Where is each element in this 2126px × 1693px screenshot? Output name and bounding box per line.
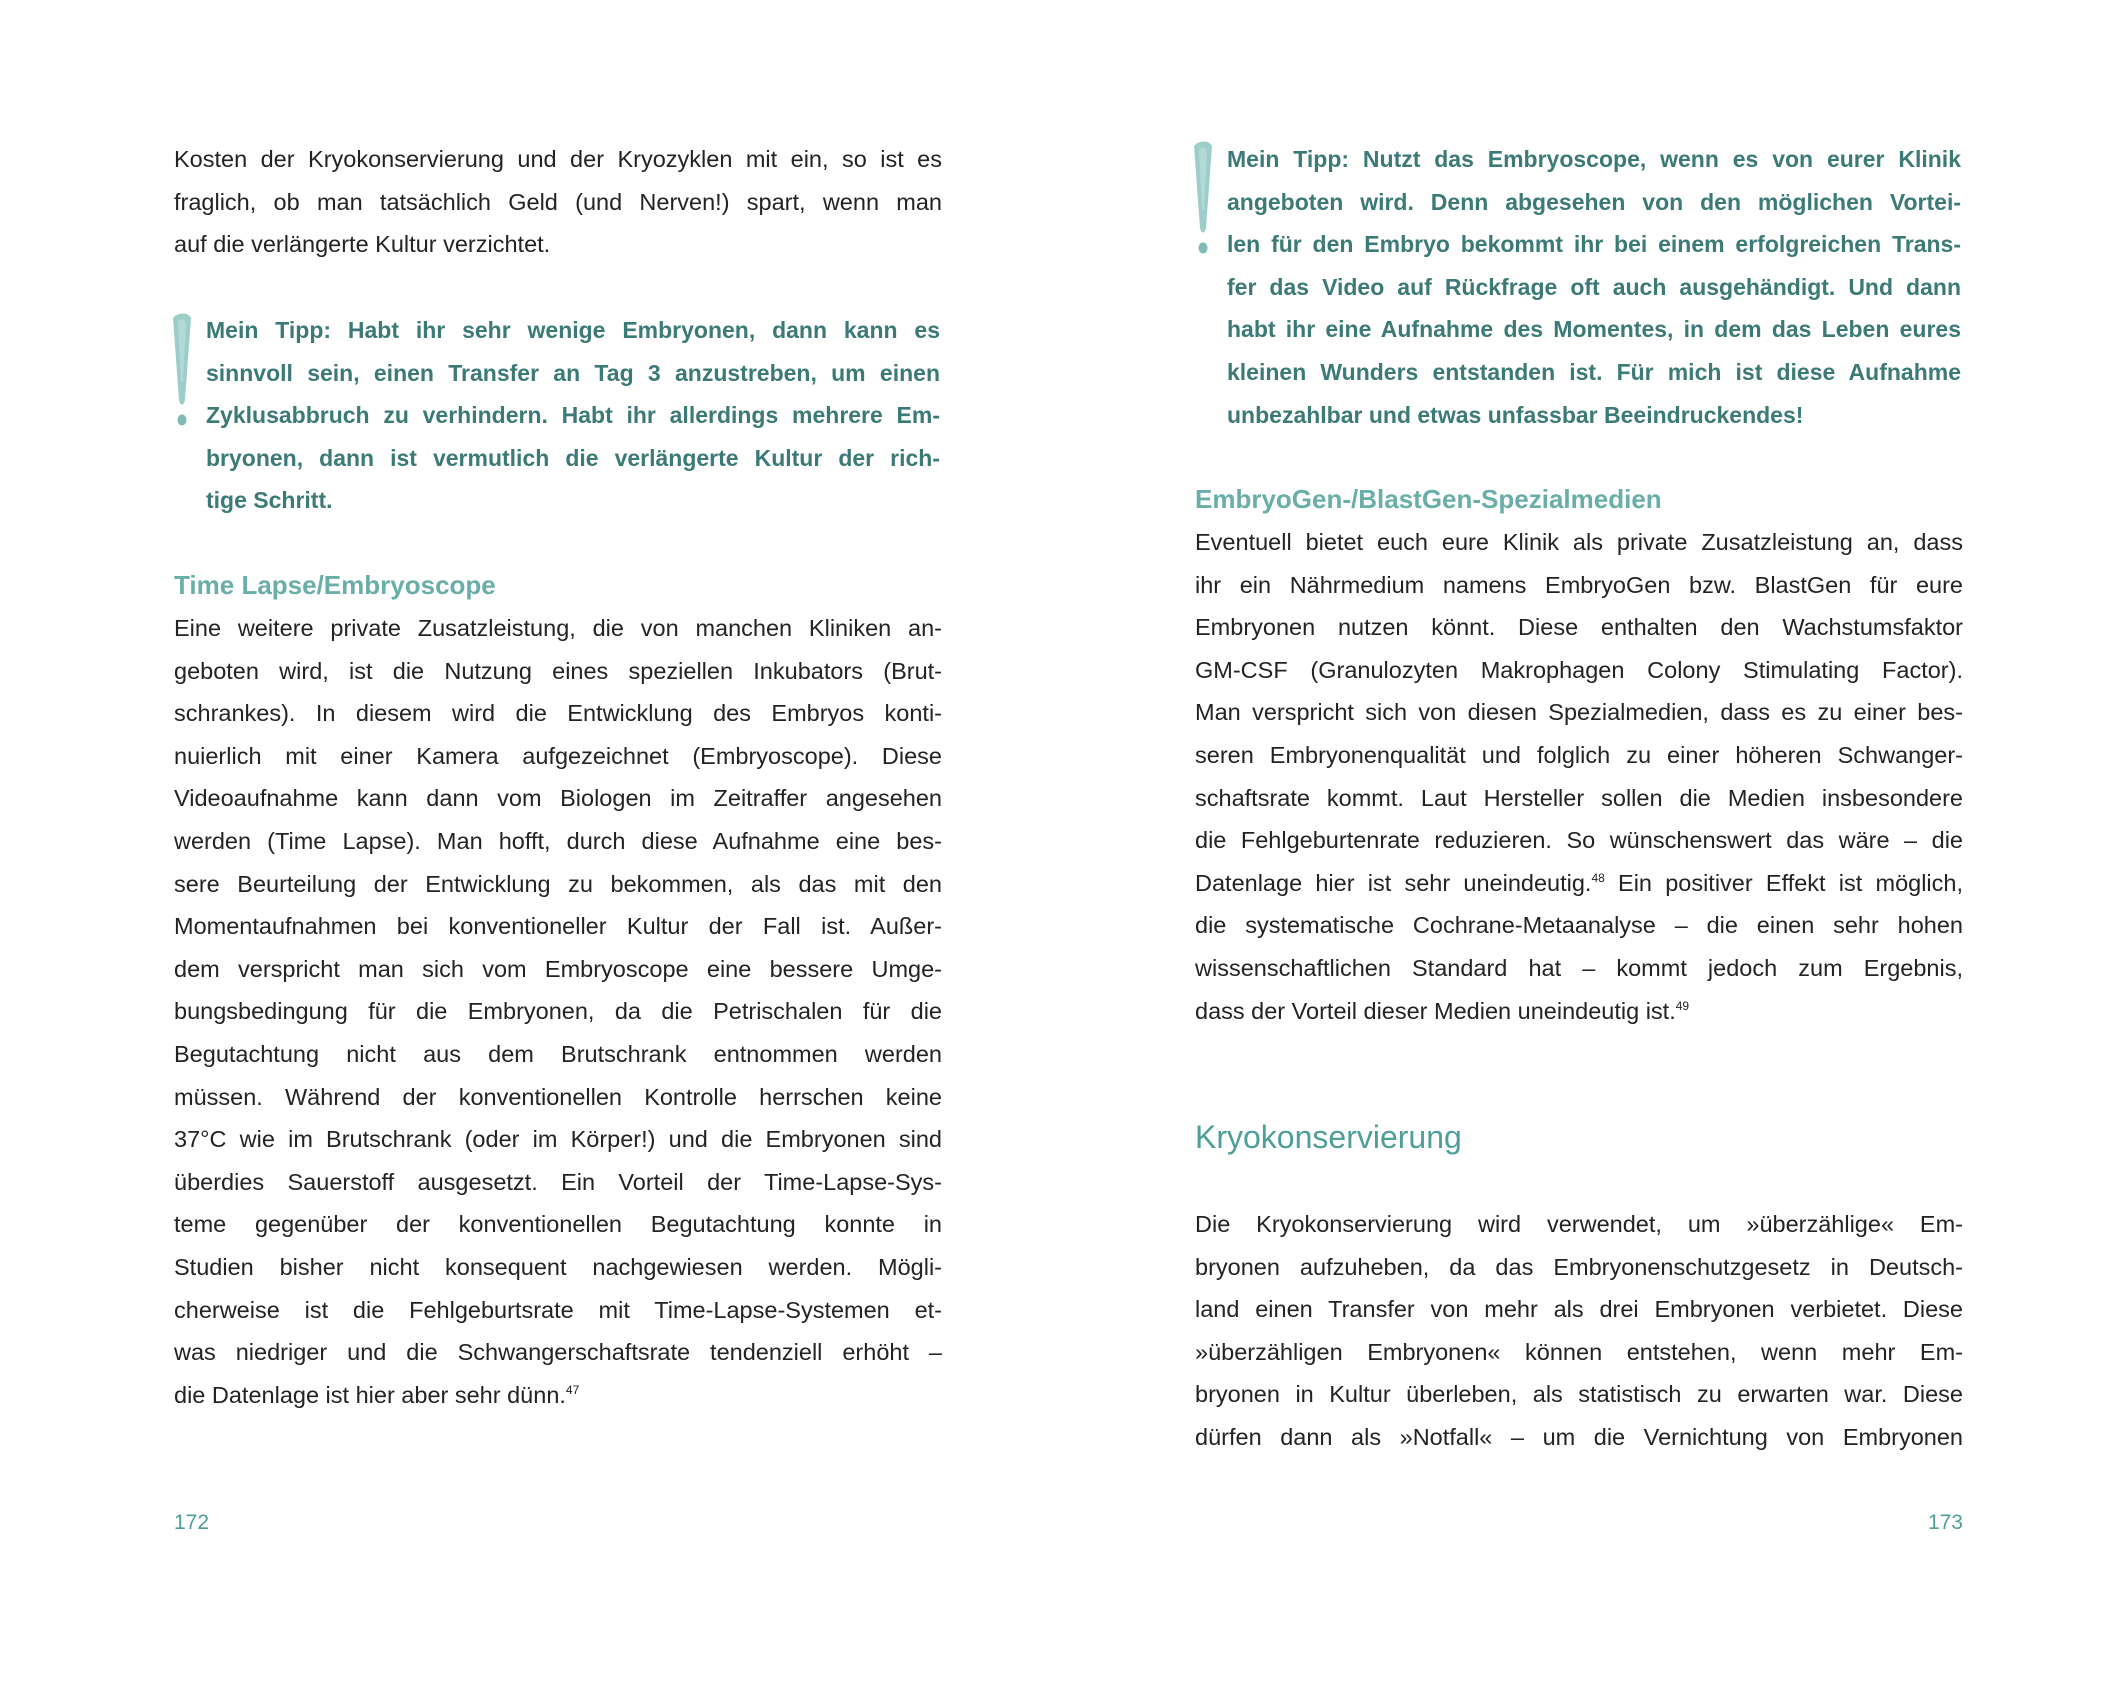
kryokonservierung-paragraph <box>1195 1203 1963 1459</box>
text-line: fer das Video auf Rückfrage oft auch ausgehändigt. Und dann <box>1227 273 1961 300</box>
time-lapse-paragraph <box>174 607 942 1416</box>
text-line: seren Embryonenqualität und folglich zu einer höheren Schwanger- <box>1195 741 1963 768</box>
text-line: dürfen dann als »Notfall« – um die Vernichtung von Embryonen <box>1195 1423 1963 1450</box>
footnote-reference[interactable]: 47 <box>565 1382 580 1397</box>
text-line: bryonen, dann ist vermutlich die verlängerte Kultur der rich- <box>206 444 940 471</box>
text-line: dem verspricht man sich vom Embryoscope eine bessere Umge- <box>174 955 942 982</box>
text-line: werden (Time Lapse). Man hofft, durch diese Aufnahme eine bes- <box>174 827 942 854</box>
text-segment: Datenlage hier ist sehr uneindeutig. <box>1195 869 1592 896</box>
text-segment: dass der Vorteil dieser Medien uneindeutig ist. <box>1195 997 1676 1024</box>
text-line: Momentaufnahmen bei konventioneller Kultur der Fall ist. Außer- <box>174 913 942 940</box>
text-line: schrankes). In diesem wird die Entwicklung des Embryos konti- <box>174 700 942 727</box>
text-line: was niedriger und die Schwangerschaftsrate tendenziell erhöht – <box>174 1339 942 1366</box>
text-line <box>1195 862 1963 905</box>
text-line <box>174 1374 942 1417</box>
text-line: Begutachtung nicht aus dem Brutschrank entnommen werden <box>174 1040 942 1067</box>
exclamation-icon <box>1191 140 1215 260</box>
text-line: land einen Transfer von mehr als drei Embryonen verbietet. Diese <box>1195 1296 1963 1323</box>
page-number-right: 173 <box>1927 1511 1963 1534</box>
text-line: bryonen aufzuheben, da das Embryonenschutzgesetz in Deutsch- <box>1195 1253 1963 1280</box>
text-line: Die Kryokonservierung wird verwendet, um »überzählige« Em- <box>1195 1211 1963 1237</box>
text-line: GM-CSF (Granulozyten Makrophagen Colony Stimulating Factor). <box>1195 656 1963 683</box>
text-line: wissenschaftlichen Standard hat – kommt jedoch zum Ergebnis, <box>1195 954 1963 981</box>
text-line <box>1195 990 1963 1033</box>
text-line: Studien bisher nicht konsequent nachgewiesen werden. Mögli- <box>174 1253 942 1280</box>
text-line: teme gegenüber der konventionellen Begutachtung konnte in <box>174 1211 942 1238</box>
text-line: tige Schritt. <box>206 487 333 514</box>
text-line: angeboten wird. Denn abgesehen von den möglichen Vortei- <box>1227 188 1961 215</box>
text-line: schaftsrate kommt. Laut Hersteller sollen die Medien insbesondere <box>1195 784 1963 811</box>
tip-box-right <box>1227 138 1961 436</box>
text-line: Eine weitere private Zusatzleistung, die von manchen Kliniken an- <box>174 615 942 641</box>
embryogen-paragraph <box>1195 521 1963 1032</box>
text-line: Mein Tipp: Nutzt das Embryoscope, wenn es von eurer Klinik <box>1227 146 1961 172</box>
text-line: sinnvoll sein, einen Transfer an Tag 3 anzustreben, um einen <box>206 359 940 386</box>
text-line: »überzähligen Embryonen« können entstehen, wenn mehr Em- <box>1195 1338 1963 1365</box>
exclamation-icon <box>170 312 194 432</box>
text-line: len für den Embryo bekommt ihr bei einem erfolgreichen Trans- <box>1227 231 1961 258</box>
text-line: cherweise ist die Fehlgeburtsrate mit Time-Lapse-Systemen et- <box>174 1296 942 1323</box>
text-line: überdies Sauerstoff ausgesetzt. Ein Vorteil der Time-Lapse-Sys- <box>174 1168 942 1195</box>
text-line: bungsbedingung für die Embryonen, da die Petrischalen für die <box>174 998 942 1025</box>
text-line: die Fehlgeburtenrate reduzieren. So wünschenswert das wäre – die <box>1195 827 1963 854</box>
text-line: sere Beurteilung der Entwicklung zu bekommen, als das mit den <box>174 870 942 897</box>
text-line: ihr ein Nährmedium namens EmbryoGen bzw. BlastGen für eure <box>1195 571 1963 598</box>
footnote-reference[interactable]: 49 <box>1675 998 1690 1013</box>
text-segment: Ein positiver Effekt ist möglich, <box>1604 869 1964 896</box>
text-line: kleinen Wunders entstanden ist. Für mich ist diese Aufnahme <box>1227 358 1961 385</box>
text-line: müssen. Während der konventionellen Kontrolle herrschen keine <box>174 1083 942 1110</box>
text-line: Kosten der Kryokonservierung und der Kryozyklen mit ein, so ist es <box>174 146 942 172</box>
text-line: Eventuell bietet euch eure Klinik als private Zusatzleistung an, dass <box>1195 529 1963 555</box>
text-line: 37°C wie im Brutschrank (oder im Körper!) und die Embryonen sind <box>174 1126 942 1153</box>
chapter-heading-kryokonservierung: Kryokonservierung <box>1195 1119 1462 1155</box>
text-line: Embryonen nutzen könnt. Diese enthalten den Wachstumsfaktor <box>1195 614 1963 641</box>
text-line: bryonen in Kultur überleben, als statistisch zu erwarten war. Diese <box>1195 1381 1963 1408</box>
section-heading-embryogen: EmbryoGen-/BlastGen-Spezialmedien <box>1195 484 1662 514</box>
page-number-left: 172 <box>174 1511 210 1534</box>
text-line: geboten wird, ist die Nutzung eines speziellen Inkubators (Brut- <box>174 657 942 684</box>
section-heading-time-lapse: Time Lapse/Embryoscope <box>174 570 496 600</box>
footnote-reference[interactable]: 48 <box>1591 870 1605 885</box>
text-line: habt ihr eine Aufnahme des Momentes, in dem das Leben eures <box>1227 316 1961 343</box>
tip-box-left <box>206 309 940 522</box>
intro-paragraph <box>174 138 942 266</box>
text-line: Mein Tipp: Habt ihr sehr wenige Embryonen, dann kann es <box>206 317 940 343</box>
text-line: unbezahlbar und etwas unfassbar Beeindruckendes! <box>1227 401 1804 428</box>
text-line: auf die verlängerte Kultur verzichtet. <box>174 231 551 258</box>
text-line: die systematische Cochrane-Metaanalyse – die einen sehr hohen <box>1195 912 1963 939</box>
text-line: fraglich, ob man tatsächlich Geld (und Nerven!) spart, wenn man <box>174 188 942 215</box>
text-segment: die Datenlage ist hier aber sehr dünn. <box>174 1381 566 1408</box>
text-line: Man verspricht sich von diesen Spezialmedien, dass es zu einer bes- <box>1195 699 1963 726</box>
text-line: Zyklusabbruch zu verhindern. Habt ihr allerdings mehrere Em- <box>206 402 940 429</box>
text-line: Videoaufnahme kann dann vom Biologen im Zeitraffer angesehen <box>174 785 942 812</box>
text-line: nuierlich mit einer Kamera aufgezeichnet (Embryoscope). Diese <box>174 742 942 769</box>
